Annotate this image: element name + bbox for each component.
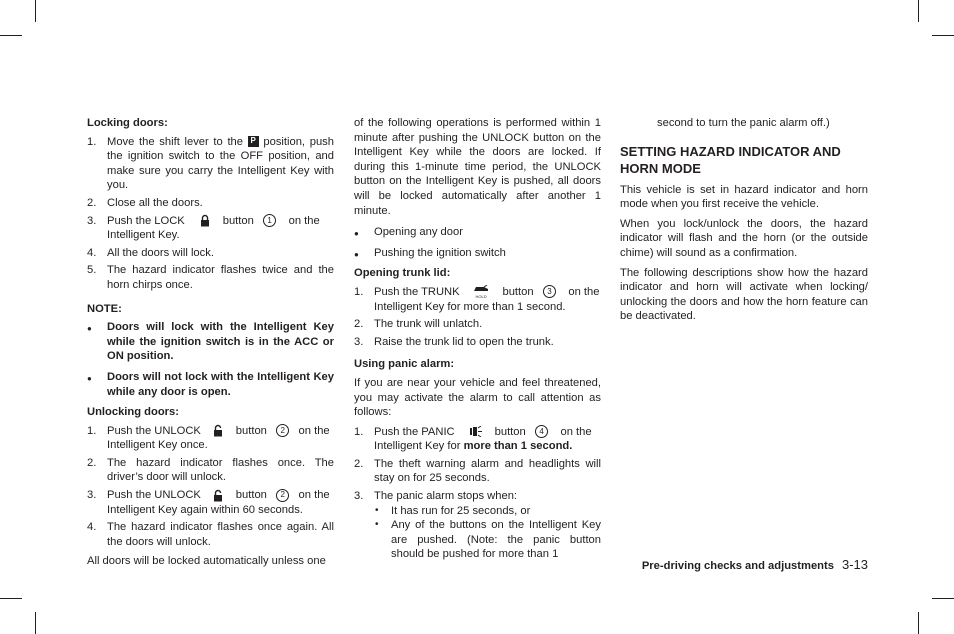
locking-steps — [87, 135, 334, 293]
list-item: • Any of the buttons on the Intelligent Key are pushed. (Note: the panic button should be pushed for more than 1 — [375, 519, 601, 561]
panic-icon — [470, 426, 482, 437]
list-item: 2. The theft warning alarm and headlights will stay on for 25 seconds. — [354, 457, 601, 485]
note-heading: NOTE: — [87, 302, 122, 315]
list-item: ● Pushing the ignition switch — [354, 246, 506, 259]
column-middle — [354, 116, 601, 567]
paragraph: of the following operations is performed within 1 minute after pushing the UNLOCK button on the Intelligent Key while the doors are locked. If during this 1-minute time period, the UNLOCK button on the Intelligent Key is pushed, all doors will be locked automatically after another 1 minute. — [354, 117, 601, 217]
unlocking-heading: Unlocking doors: — [87, 406, 179, 419]
paragraph: If you are near your vehicle and feel threatened, you may activate the alarm to call attention as follows: — [354, 376, 601, 419]
list-item: ● Opening any door — [354, 226, 463, 239]
crop-mark — [918, 612, 919, 634]
list-item: 1. Push the UNLOCK button 2 on the Intelligent Key once. — [87, 424, 330, 452]
paragraph: This vehicle is set in hazard indicator and horn mode when you first receive the vehicle. — [620, 183, 868, 211]
list-item: 1. Push the PANIC button 4 on the Intelligent Key for more than 1 second. — [354, 425, 592, 453]
list-item: 1. Move the shift lever to the P position, push the ignition switch to the OFF position, and make sure you carry the Intelligent Key with you. — [87, 135, 334, 192]
park-position-icon: P — [248, 136, 259, 147]
list-item: 5. The hazard indicator flashes twice and the horn chirps once. — [87, 264, 334, 291]
crop-mark — [932, 35, 954, 36]
trunk-steps — [354, 285, 601, 349]
callout-number: 2 — [276, 489, 289, 502]
list-item: ● Doors will lock with the Intelligent Key while the ignition switch is in the ACC or ON position. — [87, 321, 334, 363]
list-item: 3. Raise the trunk lid to open the trunk. — [354, 335, 554, 348]
column-right — [620, 116, 868, 329]
list-item: 2. The trunk will unlatch. — [354, 318, 483, 331]
trunk-icon: HOLD — [472, 285, 490, 299]
list-item: 4. The hazard indicator flashes once again. All the doors will unlock. — [87, 521, 334, 548]
paragraph: When you lock/unlock the doors, the hazard indicator will flash and the horn (or the outside chime) will sound as a confirmation. — [620, 217, 868, 259]
crop-mark — [932, 598, 954, 599]
list-item: 3. Push the UNLOCK button 2 on the Intelligent Key again within 60 seconds. — [87, 489, 330, 516]
crop-mark — [918, 0, 919, 22]
section-title: SETTING HAZARD INDICATOR AND HORN MODE — [620, 143, 841, 176]
locking-heading: Locking doors: — [87, 117, 168, 129]
trunk-heading: Opening trunk lid: — [354, 267, 451, 280]
paragraph: The following descriptions show how the hazard indicator and horn will activate when locking/ unlocking the doors and how the horn feature can be deactivated. — [620, 266, 868, 323]
crop-mark — [35, 612, 36, 634]
footer-title: Pre-driving checks and adjustments — [641, 560, 834, 572]
crop-mark — [0, 35, 22, 36]
lock-icon — [200, 214, 210, 227]
column-left — [87, 116, 334, 574]
operations-list — [354, 225, 601, 260]
list-item: ● Doors will not lock with the Intelligent Key while any door is open. — [87, 370, 334, 398]
paragraph: second to turn the panic alarm off.) — [657, 117, 830, 129]
panic-steps — [354, 425, 601, 562]
callout-number: 2 — [276, 424, 289, 437]
panic-heading: Using panic alarm: — [354, 358, 455, 371]
unlock-icon — [213, 424, 223, 437]
list-item: 4. All the doors will lock. — [87, 246, 214, 259]
list-item: 3. Push the LOCK button 1 on the Intelligent Key. — [87, 214, 320, 242]
stop-conditions — [374, 504, 601, 562]
crop-mark — [35, 0, 36, 22]
unlocking-steps — [87, 424, 334, 550]
list-item: 2. Close all the doors. — [87, 196, 203, 209]
page-footer — [580, 557, 868, 572]
list-item: 1. Push the TRUNK HOLD button 3 on the Intelligent Key for more than 1 second. — [354, 285, 600, 313]
list-item: • It has run for 25 seconds, or — [375, 504, 531, 517]
paragraph: All doors will be locked automatically unless one — [87, 555, 326, 568]
page-number: 3-13 — [841, 557, 868, 572]
unlock-icon — [213, 489, 223, 502]
list-item: 2. The hazard indicator flashes once. The driver’s door will unlock. — [87, 456, 334, 484]
callout-number: 1 — [263, 214, 276, 227]
crop-mark — [0, 598, 22, 599]
note-list — [87, 320, 334, 399]
callout-number: 3 — [543, 285, 556, 298]
callout-number: 4 — [535, 425, 548, 438]
list-item: 3. The panic alarm stops when: • It has run for 25 seconds, or • Any of the buttons on the Intelligent Key are pushed. (Note: the panic button should be pushed for more than 1 — [354, 490, 601, 561]
